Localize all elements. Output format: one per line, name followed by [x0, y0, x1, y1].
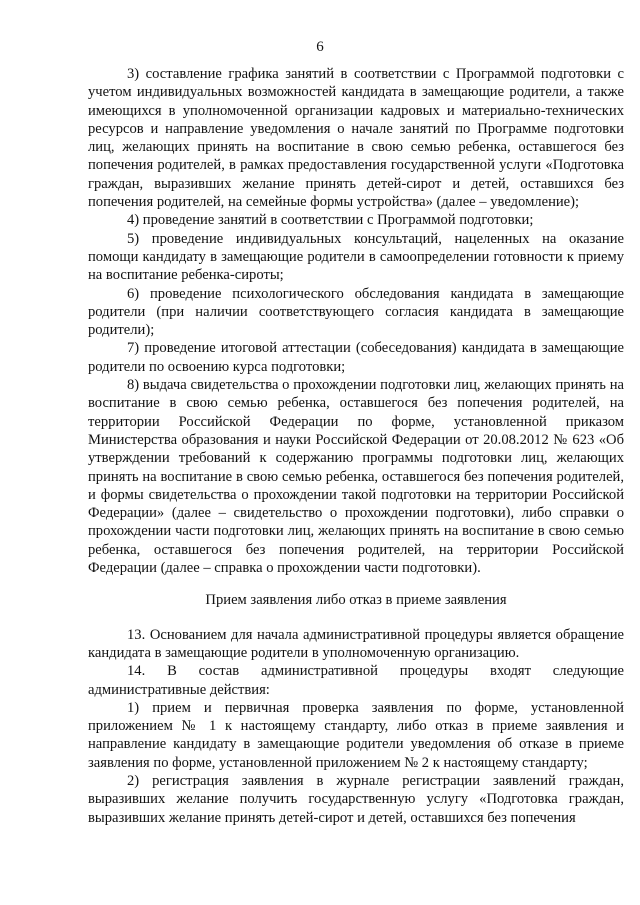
document-body: [88, 65, 624, 827]
paragraph-item-3: 3) составление графика занятий в соответствии с Программой подготовки с учетом индивидуальных возможностей кандидата в замещающие родители, а также имеющихся в уполномоченной организации кадровых и материально-технических ресурсов и направление уведомления о начале занятий по Программе подготовки лиц, желающих принять на воспитание в свою семью ребенка, оставшегося без попечения родителей, в рамках предоставления государственной услуги «Подготовка граждан, выразивших желание принять детей-сирот и детей, оставшихся без попечения родителей, на семейные формы устройства» (далее – уведомление);: [88, 66, 624, 211]
paragraph-item-8: 8) выдача свидетельства о прохождении подготовки лиц, желающих принять на воспитание в свою семью ребенка, оставшегося без попечения родителей, на территории Российской Федерации по форме, установленной приказом Министерства образования и науки Российской Федерации от 20.08.2012 № 623 «Об утверждении требований к содержанию программы подготовки лиц, желающих принять на воспитание в свою семью ребенка, оставшегося без попечения родителей, и формы свидетельства о прохождении такой подготовки на территории Российской Федерации» (далее – свидетельство о прохождении подготовки), либо справки о прохождении части подготовки лиц, желающих принять на воспитание в свою семью ребенка, оставшегося без попечения родителей, на территории Российской Федерации (далее – справка о прохождении части подготовки).: [88, 377, 624, 577]
paragraph-clause-14: 14. В состав административной процедуры входят следующие административные действия:: [88, 663, 624, 698]
paragraph-subitem-1: 1) прием и первичная проверка заявления по форме, установленной приложением № 1 к настоящему стандарту, либо отказ в приеме заявления и направление кандидату в замещающие родители уведомления об отказе в приеме заявления по форме, установленной приложением № 2 к настоящему стандарту;: [88, 699, 624, 771]
paragraph-item-6: 6) проведение психологического обследования кандидата в замещающие родители (при наличии соответствующего согласия кандидата в замещающие родители);: [88, 285, 624, 339]
paragraph-item-7: 7) проведение итоговой аттестации (собеседования) кандидата в замещающие родители по освоению курса подготовки;: [88, 340, 624, 375]
section-heading: Прием заявления либо отказ в приеме заявления: [205, 592, 507, 609]
paragraph-clause-13: 13. Основанием для начала административной процедуры является обращение кандидата в замещающие родители в уполномоченную организацию.: [88, 626, 624, 661]
paragraph-subitem-2: 2) регистрация заявления в журнале регистрации заявлений граждан, выразивших желание получить государственную услугу «Подготовка граждан, выразивших желание принять детей-сирот и детей, оставшихся без попечения: [88, 772, 624, 826]
paragraph-item-4: 4) проведение занятий в соответствии с Программой подготовки;: [127, 212, 534, 229]
paragraph-item-5: 5) проведение индивидуальных консультаций, нацеленных на оказание помощи кандидату в замещающие родители в самоопределении готовности к приему на воспитание ребенка-сироты;: [88, 230, 624, 284]
page-number: 6: [316, 39, 324, 55]
